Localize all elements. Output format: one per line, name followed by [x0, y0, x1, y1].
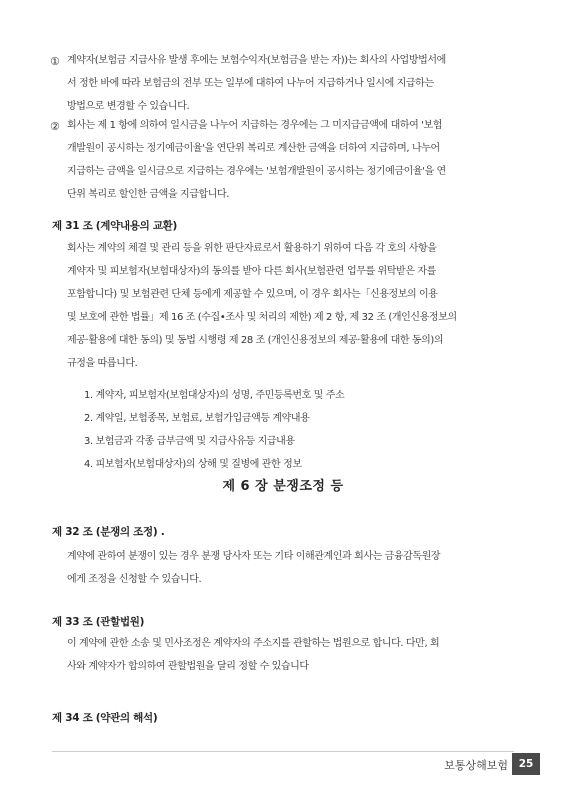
footer-title: 보통상해보험 [444, 759, 508, 772]
article-32-heading: 제 32 조 (분쟁의 조정) . [52, 526, 165, 538]
clause-marker-1: ① [50, 55, 60, 68]
clause-marker-2: ② [50, 120, 60, 133]
article-31-item-2: 2. 계약일, 보험종목, 보험료, 보험가입금액등 계약내용 [84, 413, 310, 424]
footer-divider [52, 751, 514, 752]
clause-1-line-1: 계약자(보험금 지급사유 발생 후에는 보험수익자(보험금을 받는 자))는 회사의 사업방법서에 [67, 55, 446, 66]
article-31-line-6: 규정을 따릅니다. [67, 358, 138, 369]
article-32-line-1: 계약에 관하여 분쟁이 있는 경우 분쟁 당사자 또는 기타 이해관계인과 회사는 금융감독원장 [67, 551, 441, 562]
page-number: 25 [512, 753, 540, 775]
article-31-line-1: 회사는 계약의 체결 및 관리 등을 위한 판단자료로서 활용하기 위하여 다음 각 호의 사항을 [67, 243, 437, 254]
article-33-line-2: 사와 계약자가 합의하여 관할법원을 달리 정할 수 있습니다 [67, 661, 309, 672]
article-33-line-1: 이 계약에 관한 소송 및 민사조정은 계약자의 주소지를 관할하는 법원으로 합니다. 다만, 회 [67, 638, 440, 649]
article-31-line-5: 제공·활용에 대한 동의) 및 동법 시행령 제 28 조 (개인신용정보의 제공·활용에 대한 동의)의 [67, 335, 444, 346]
clause-1-line-2: 서 정한 바에 따라 보험금의 전부 또는 일부에 대하여 나누어 지급하거나 일시에 지급하는 [67, 78, 434, 89]
clause-2-line-2: 개발원이 공시하는 정기예금이율'을 연단위 복리로 계산한 금액을 더하여 지급하며, 나누어 [67, 143, 440, 154]
article-31-line-2: 계약자 및 피보험자(보험대상자)의 동의를 받아 다른 회사(보험관련 업무를 위탁받은 자를 [67, 266, 436, 277]
chapter-heading: 제 6 장 분쟁조정 등 [222, 479, 344, 494]
article-33-heading: 제 33 조 (관할법원) [52, 616, 145, 628]
clause-2-line-4: 단위 복리로 할인한 금액을 지급합니다. [67, 189, 230, 200]
article-31-item-1: 1. 계약자, 피보험자(보험대상자)의 성명, 주민등록번호 및 주소 [84, 390, 345, 401]
clause-2-line-3: 지급하는 금액을 일시금으로 지급하는 경우에는 '보험개발원이 공시하는 정기예금이율'을 연 [67, 166, 446, 177]
article-31-heading: 제 31 조 (계약내용의 교환) [52, 220, 178, 232]
clause-1-line-3: 방법으로 변경할 수 있습니다. [67, 101, 190, 112]
article-31-item-4: 4. 피보험자(보험대상자)의 상해 및 질병에 관한 정보 [84, 459, 302, 470]
article-32-line-2: 에게 조정을 신청할 수 있습니다. [67, 574, 202, 585]
article-31-line-4: 및 보호에 관한 법률」제 16 조 (수집•조사 및 처리의 제한) 제 2 항, 제 32 조 (개인신용정보의 [67, 312, 457, 323]
clause-2-line-1: 회사는 제 1 항에 의하여 일시금을 나누어 지급하는 경우에는 그 미지급금액에 대하여 '보험 [67, 120, 443, 131]
article-34-heading: 제 34 조 (약관의 해석) [52, 712, 158, 724]
article-31-item-3: 3. 보험금과 각종 급부금액 및 지급사유등 지급내용 [84, 436, 295, 447]
article-31-line-3: 포함합니다) 및 보험관련 단체 등에게 제공할 수 있으며, 이 경우 회사는「신용정보의 이용 [67, 289, 438, 300]
